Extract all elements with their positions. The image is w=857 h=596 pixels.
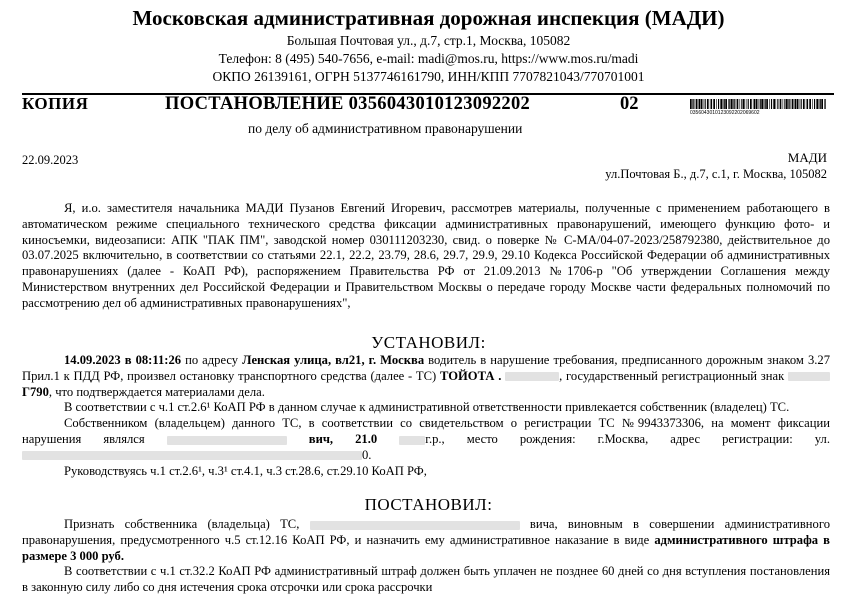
decision-paragraph-2: В соответствии с ч.1 ст.32.2 КоАП РФ административный штраф должен быть уплачен не позднее 60 дней со дня вступления постановления в законную силу либо со дня истечения срока отсрочки или срока рассрочки	[22, 564, 830, 595]
organization-codes: ОКПО 26139161, ОГРН 5137746161790, ИНН/КПП 7707821043/770701001	[212, 69, 645, 84]
established-paragraph-2: В соответствии с ч.1 ст.2.6¹ КоАП РФ в данном случае к административной ответственности привлекается собственник (владелец) ТС.	[64, 400, 790, 415]
fine-amount: административного штрафа в размере 3 000 руб.	[22, 532, 830, 563]
decision-section	[22, 517, 830, 596]
redacted-area	[167, 436, 287, 445]
redacted-area	[399, 436, 425, 445]
document-subtitle: по делу об административном правонарушении	[248, 121, 523, 136]
owner-name-fragment: вич, 21.0	[308, 431, 378, 446]
organization-address: Большая Почтовая ул., д.7, стр.1, Москва, 105082	[286, 33, 571, 48]
text-fragment: , государственный регистрационный знак	[559, 368, 785, 383]
violation-datetime: 14.09.2023 в 08:11:26	[64, 353, 182, 367]
document-title: ПОСТАНОВЛЕНИЕ 0356043010123092202	[165, 94, 531, 114]
redacted-area	[310, 521, 520, 530]
redacted-area	[505, 372, 559, 381]
text-fragment: Признать собственника (владельца) ТС,	[64, 517, 300, 531]
text-fragment: 0.	[362, 447, 372, 462]
vehicle-model: ТОЙОТА .	[439, 368, 502, 383]
established-paragraph-3	[22, 416, 830, 463]
decision-paragraph-1	[22, 517, 830, 564]
organization-name: Московская административная дорожная инспекция (МАДИ)	[132, 6, 725, 30]
issuer-address: ул.Почтовая Б., д.7, с.1, г. Москва, 105082	[605, 167, 827, 181]
document-title-suffix: 02	[620, 94, 639, 114]
established-heading: УСТАНОВИЛ:	[371, 333, 486, 352]
organization-contacts: Телефон: 8 (495) 540-7656, e-mail: madi@mos.ru, https://www.mos.ru/madi	[218, 51, 639, 66]
barcode-image	[690, 99, 826, 109]
text-fragment: вича, виновным в совершении административного правонарушения, предусмотренного ч.5 ст.12.16 КоАП РФ, и назначить ему административное наказание в виде	[22, 517, 830, 547]
copy-label: КОПИЯ	[22, 94, 89, 113]
established-paragraph-4: Руководствуясь ч.1 ст.2.6¹, ч.3¹ ст.4.1, ч.3 ст.28.6, ст.29.10 КоАП РФ,	[64, 463, 427, 478]
redacted-area	[788, 372, 830, 381]
issuer-name: МАДИ	[787, 150, 827, 165]
established-paragraph-1	[22, 353, 830, 400]
vehicle-plate: Г790	[22, 384, 49, 399]
text-fragment: по адресу	[181, 353, 243, 367]
text-fragment: водитель в нарушение требования, предписанного дорожным знаком 3.27 Прил.1 к ПДД РФ, произвел остановку транспортного средства (далее - ТС)	[22, 353, 830, 383]
text-fragment: , что подтверждается материалами дела.	[48, 384, 265, 399]
text-fragment: Собственником (владельцем) данного ТС, в соответствии со свидетельством о регистрации ТС №9943373306, на момент фиксации нарушения являлся	[22, 416, 830, 446]
redacted-area	[22, 451, 362, 460]
violation-address: Ленская улица, вл21, г. Москва	[242, 353, 425, 367]
text-fragment: г.р., место рождения: г.Москва, адрес регистрации: ул.	[425, 431, 830, 446]
document-date: 22.09.2023	[22, 153, 79, 167]
barcode-number: 0356043010123092202069602	[690, 110, 760, 116]
intro-paragraph: Я, и.о. заместителя начальника МАДИ Пузанов Евгений Игоревич, рассмотрев материалы, полученные с применением работающего в автоматическом режиме специального технического средства фиксации административных правонарушений, имеющего функцию фото- и киносъемки, видеозаписи: АПК "ПАК ПМ", заводской номер 030111203230, свид. о поверке № С-МА/04-07-2023/258792380, действительное до 03.07.2025 включительно, в соответствии со статьями 22.1, 22.2, 23.79, 28.6, 29.7, 29.9, 29.10 Кодекса Российской Федерации об административных правонарушениях (далее - КоАП РФ), распоряжением Правительства РФ от 21.09.2013 №1706-р "Об утверждении Соглашения между Министерством внутренних дел Российской Федерации и Правительством Москвы о передаче городу Москве части федеральных полномочий по рассмотрению дел об административных правонарушениях",	[22, 201, 830, 310]
decision-heading: ПОСТАНОВИЛ:	[364, 495, 493, 514]
established-section	[22, 353, 830, 479]
